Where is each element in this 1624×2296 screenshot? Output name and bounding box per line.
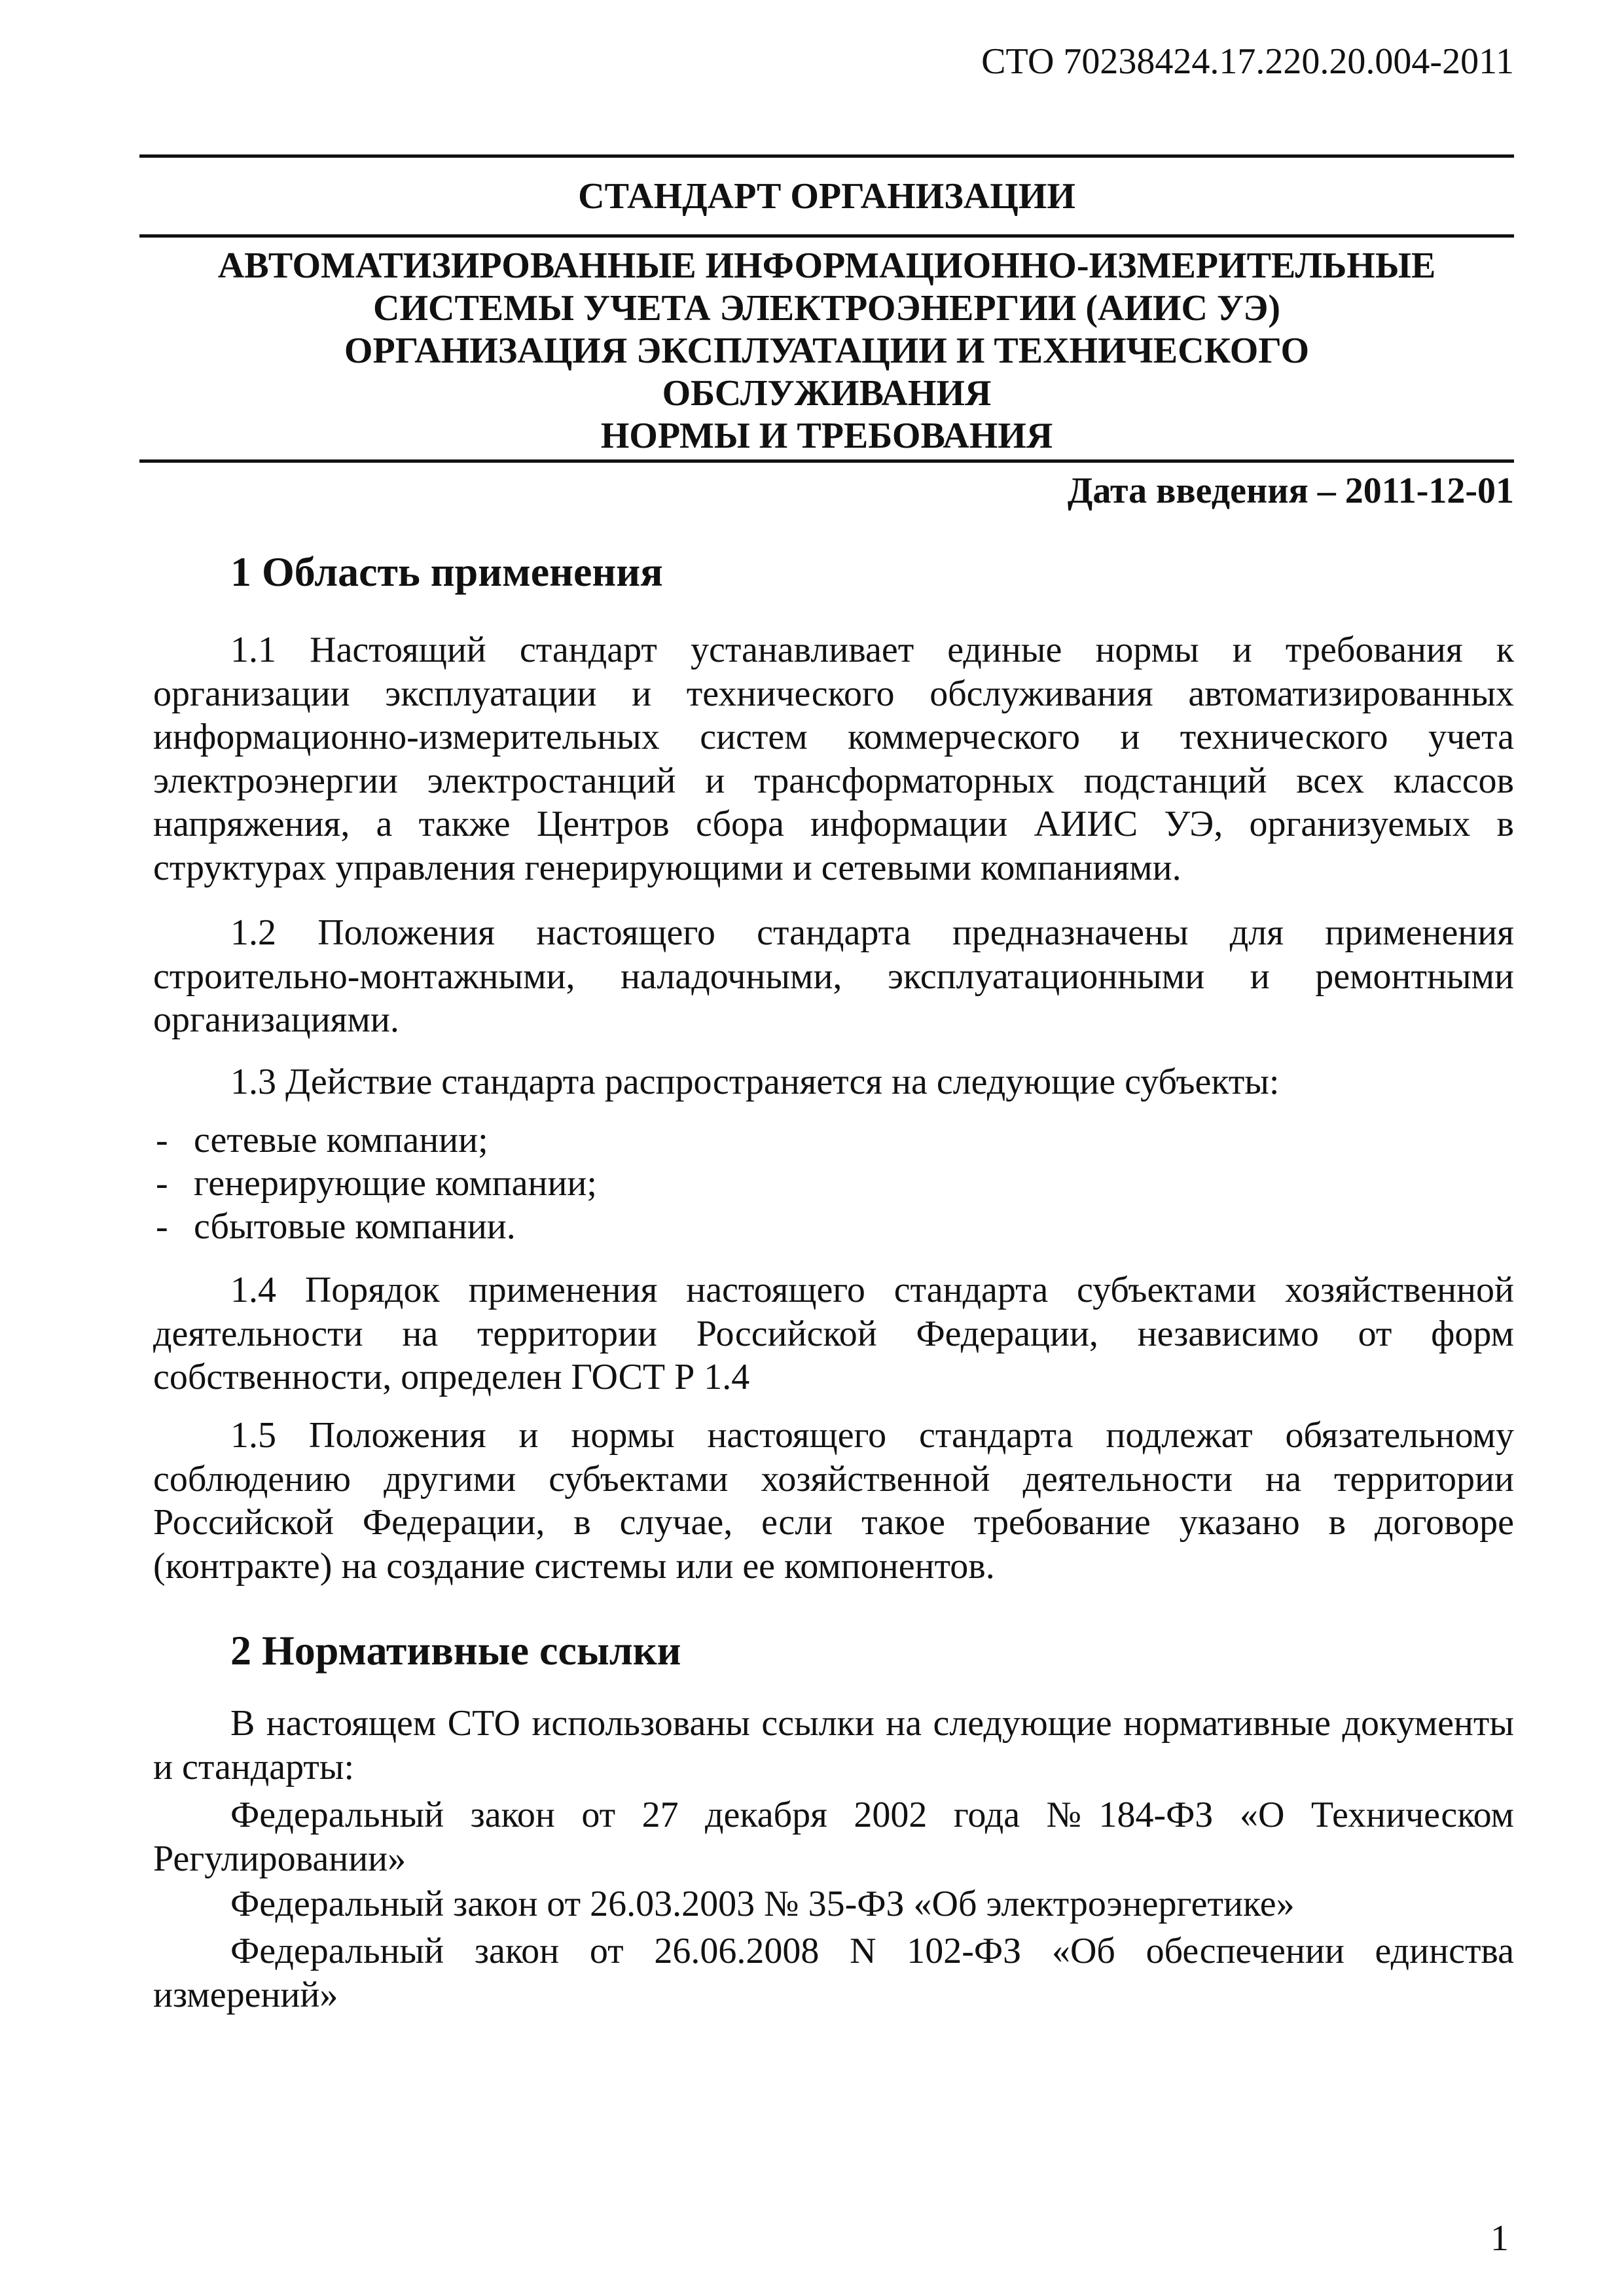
- title-line-5: НОРМЫ И ТРЕБОВАНИЯ: [600, 416, 1053, 456]
- section-2-heading: 2 Нормативные ссылки: [230, 1627, 681, 1674]
- list-item-text: сбытовые компании.: [194, 1206, 516, 1247]
- title-line-1: АВТОМАТИЗИРОВАННЫЕ ИНФОРМАЦИОННО-ИЗМЕРИТЕЛЬНЫЕ: [217, 245, 1436, 286]
- list-item-text: сетевые компании;: [194, 1120, 488, 1160]
- introduction-date: Дата введения – 2011-12-01: [1067, 471, 1514, 511]
- paragraph-1-2: 1.2 Положения настоящего стандарта предназначены для применения строительно-монтажными, наладочными, эксплуатационными и ремонтными организациями.: [153, 912, 1514, 1040]
- reference-law-102: Федеральный закон от 26.06.2008 N 102-ФЗ «Об обеспечении единства измерений»: [153, 1931, 1514, 2015]
- list-item-network-companies: [156, 1122, 488, 1158]
- bottom-rule: [139, 459, 1514, 463]
- list-dash: -: [156, 1163, 168, 1204]
- org-standard-title: СТАНДАРТ ОРГАНИЗАЦИИ: [578, 176, 1075, 217]
- list-dash: -: [156, 1120, 168, 1160]
- list-dash: -: [156, 1206, 168, 1247]
- paragraph-1-4: 1.4 Порядок применения настоящего стандарта субъектами хозяйственной деятельности на территории Российской Федерации, независимо от форм собственности, определен ГОСТ Р 1.4: [153, 1270, 1514, 1397]
- paragraph-1-3: 1.3 Действие стандарта распространяется на следующие субъекты:: [230, 1062, 1280, 1102]
- title-line-4: ОБСЛУЖИВАНИЯ: [662, 373, 992, 414]
- document-code: СТО 70238424.17.220.20.004-2011: [981, 41, 1514, 82]
- section-1-heading: 1 Область применения: [230, 548, 663, 595]
- middle-rule: [139, 234, 1514, 238]
- title-line-3: ОРГАНИЗАЦИЯ ЭКСПЛУАТАЦИИ И ТЕХНИЧЕСКОГО: [344, 331, 1310, 371]
- reference-law-35: Федеральный закон от 26.03.2003 № 35-ФЗ «Об электроэнергетике»: [230, 1884, 1295, 1924]
- reference-law-184: Федеральный закон от 27 декабря 2002 года №184-ФЗ «О Техническом Регулировании»: [153, 1795, 1514, 1879]
- references-intro: В настоящем СТО использованы ссылки на следующие нормативные документы и стандарты:: [153, 1703, 1514, 1787]
- paragraph-1-1: 1.1 Настоящий стандарт устанавливает единые нормы и требования к организации эксплуатации и технического обслуживания автоматизированных информационно-измерительных систем коммерческого и технического учета электроэнергии электростанций и трансформаторных подстанций всех классов напряжения, а также Центров сбора информации АИИС УЭ, организуемых в структурах управления генерирующими и сетевыми компаниями.: [153, 630, 1514, 888]
- list-item-sales-companies: [156, 1208, 516, 1245]
- paragraph-1-5: 1.5 Положения и нормы настоящего стандарта подлежат обязательному соблюдению другими субъектами хозяйственной деятельности на территории Российской Федерации, в случае, если такое требование указано в договоре (контракте) на создание системы или ее компонентов.: [153, 1415, 1514, 1587]
- list-item-text: генерирующие компании;: [194, 1163, 597, 1204]
- list-item-generating-companies: [156, 1165, 597, 1202]
- page-number: 1: [1490, 2218, 1509, 2259]
- title-line-2: СИСТЕМЫ УЧЕТА ЭЛЕКТРОЭНЕРГИИ (АИИС УЭ): [373, 288, 1280, 329]
- top-rule: [139, 154, 1514, 158]
